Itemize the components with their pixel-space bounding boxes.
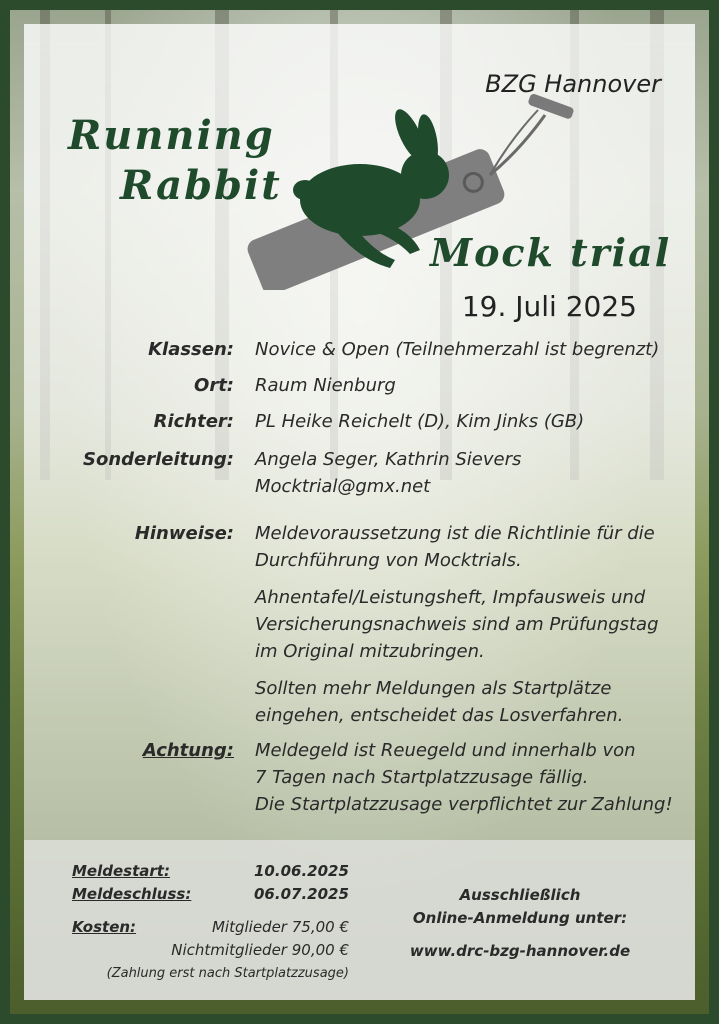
meldestart-label: Meldestart: [72, 862, 170, 880]
kosten-nonmembers: Nichtmitglieder 90,00 € [171, 941, 349, 959]
online-line-1: Ausschließlich [459, 886, 581, 904]
detail-value: PL Heike Reichelt (D), Kim Jinks (GB) [255, 411, 585, 432]
contact-email[interactable]: Mocktrial@gmx.net [255, 476, 431, 497]
organisation-name: BZG Hannover [485, 70, 661, 98]
hinweis-paragraph: Meldevoraussetzung ist die Richtlinie für die Durchführung von Mocktrials. [255, 523, 655, 571]
online-line-2: Online-Anmeldung unter: [412, 909, 628, 927]
achtung-line: 7 Tagen nach Startplatzzusage fällig. [255, 767, 589, 788]
hinweis-paragraph: Ahnentafel/Leistungsheft, Impfausweis und Versicherungsnachweis sind am Prüfungstag im Original mitzubringen. [255, 587, 659, 662]
logo-word-mock-trial: Mock trial [430, 230, 672, 275]
meldestart-value: 10.06.2025 [254, 862, 349, 880]
detail-label: Richter: [153, 411, 234, 432]
meldeschluss-value: 06.07.2025 [254, 885, 349, 903]
kosten-members: Mitglieder 75,00 € [211, 918, 349, 936]
detail-label: Ort: [194, 375, 234, 396]
achtung-line: Die Startplatzzusage verpflichtet zur Zahlung! [255, 794, 673, 815]
detail-label: Sonderleitung: [83, 449, 234, 470]
detail-value: Raum Nienburg [255, 375, 396, 396]
achtung-line: Meldegeld ist Reuegeld und innerhalb von [255, 740, 636, 761]
achtung-label: Achtung: [142, 740, 234, 761]
hinweise-text [255, 520, 685, 739]
poster [10, 10, 709, 1014]
detail-label: Klassen: [148, 339, 234, 360]
hinweis-paragraph: Sollten mehr Meldungen als Startplätze eingehen, entscheidet das Losverfahren. [255, 678, 624, 726]
running-rabbit-logo [50, 90, 690, 290]
kosten-label: Kosten: [72, 918, 137, 936]
achtung-text [255, 737, 685, 818]
hinweise-label: Hinweise: [134, 523, 234, 544]
kosten-note: (Zahlung erst nach Startplatzzusage) [106, 966, 349, 981]
meldeschluss-label: Meldeschluss: [72, 885, 192, 903]
logo-word-rabbit: Rabbit [120, 162, 282, 209]
event-date: 19. Juli 2025 [461, 290, 637, 323]
detail-value-group [255, 446, 685, 500]
logo-word-running: Running [68, 112, 275, 159]
registration-url[interactable]: www.drc-bzg-hannover.de [409, 942, 631, 960]
detail-value: Novice & Open (Teilnehmerzahl ist begrenzt) [255, 339, 660, 360]
detail-value: Angela Seger, Kathrin Sievers [255, 449, 522, 470]
